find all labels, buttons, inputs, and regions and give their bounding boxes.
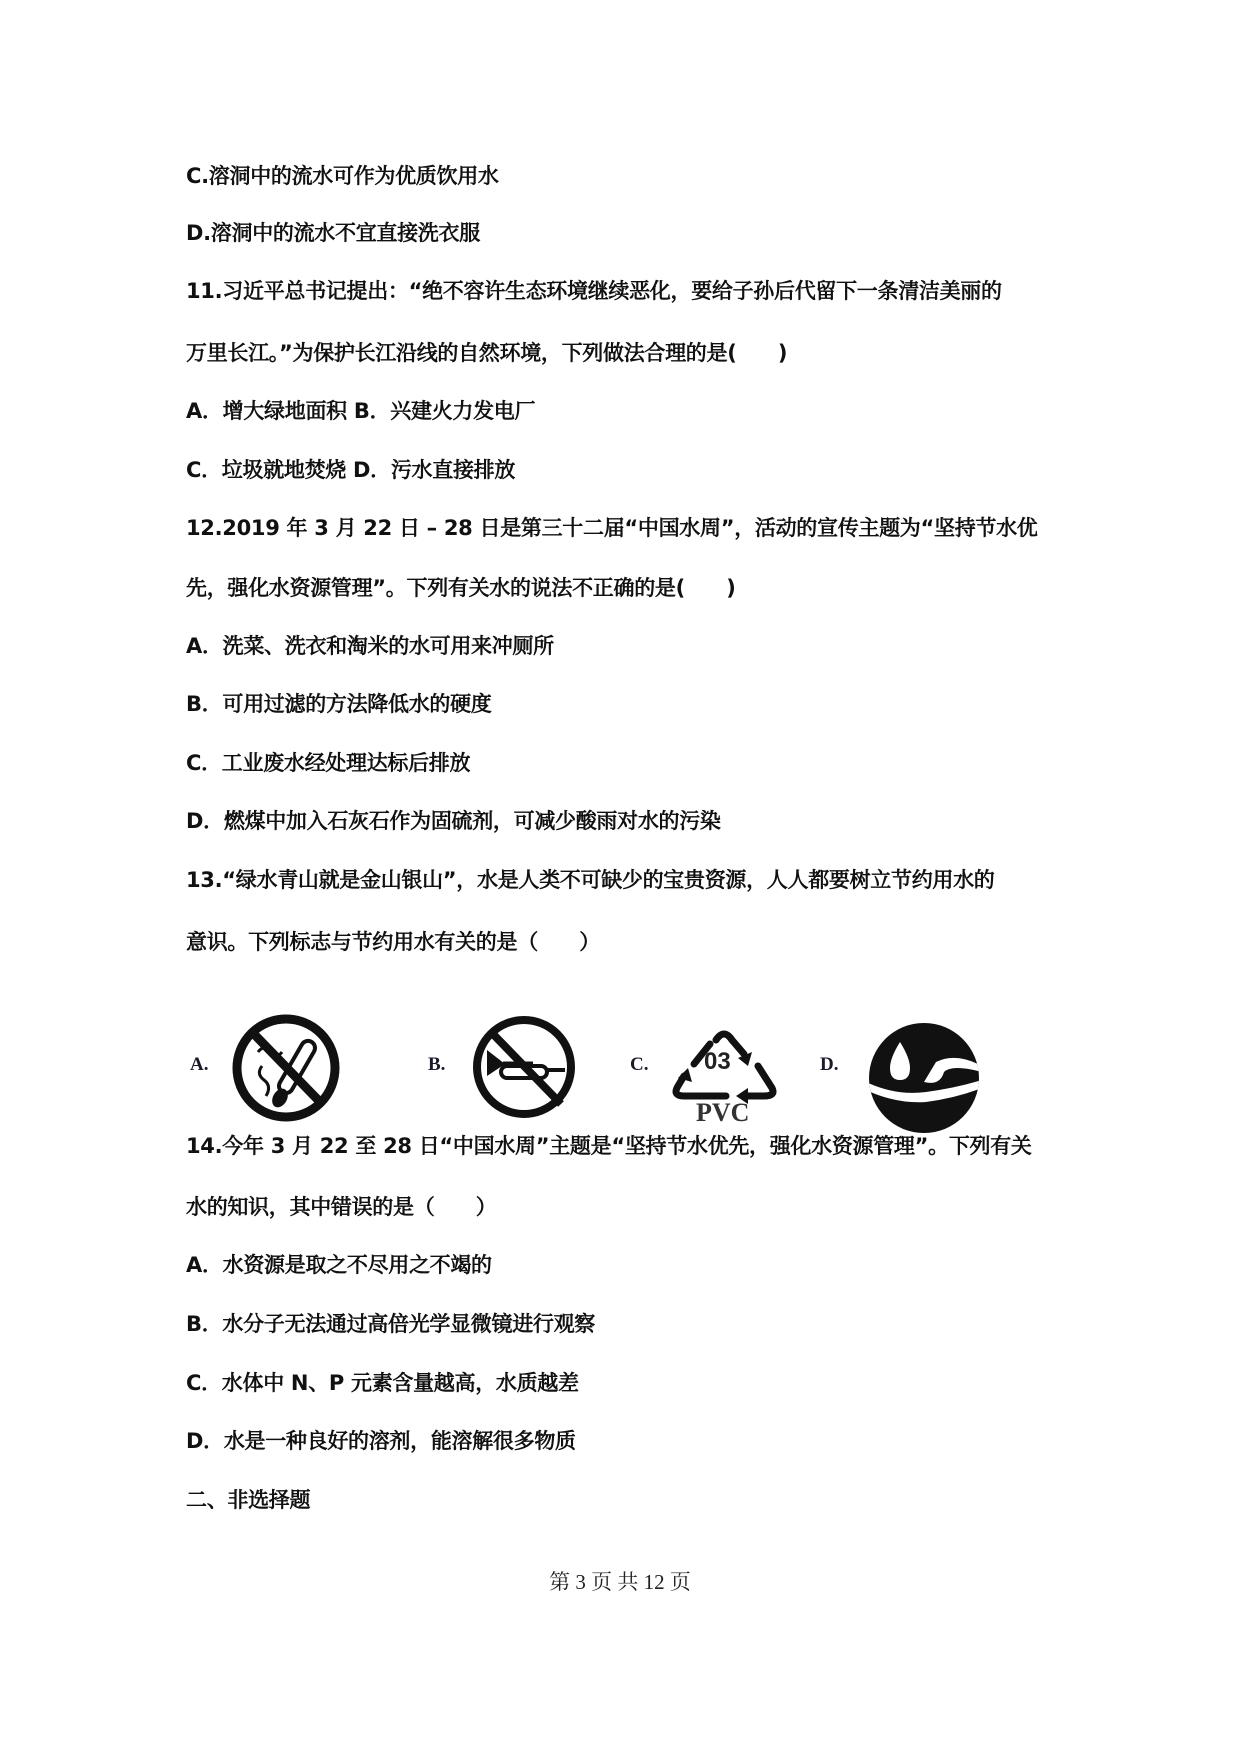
q10-option-c: C.溶洞中的流水可作为优质饮用水	[186, 164, 499, 188]
q14-option-d: D．水是一种良好的溶剂，能溶解很多物质	[186, 1429, 576, 1453]
q12-stem-line-1: 12.2019 年 3 月 22 日 – 28 日是第三十二届“中国水周”，活动的宣传主题为“坚持节水优	[186, 516, 1038, 540]
q11-options-ab: A．增大绿地面积 B．兴建火力发电厂	[186, 399, 536, 423]
recycle-material: PVC	[696, 1098, 750, 1127]
q11-options-cd: C．垃圾就地焚烧 D．污水直接排放	[186, 458, 516, 482]
symbol-label-b: B.	[428, 1054, 446, 1075]
q14-option-c: C．水体中 N、P 元素含量越高，水质越差	[186, 1371, 579, 1395]
recycle-code: 03	[704, 1048, 731, 1075]
section-heading-non-choice: 二、非选择题	[186, 1488, 311, 1512]
water-saving-icon	[866, 1022, 982, 1134]
no-horn-icon	[469, 1012, 579, 1122]
q12-option-c: C．工业废水经处理达标后排放	[186, 751, 471, 775]
q12-stem-line-2: 先，强化水资源管理”。下列有关水的说法不正确的是( )	[186, 576, 736, 600]
q13-stem-line-2: 意识。下列标志与节约用水有关的是（ ）	[186, 930, 600, 954]
page-footer: 第 3 页 共 12 页	[549, 1570, 691, 1594]
no-smoking-icon	[228, 1010, 344, 1126]
symbol-label-a: A.	[190, 1054, 209, 1075]
q14-option-b: B．水分子无法通过高倍光学显微镜进行观察	[186, 1312, 596, 1336]
q14-stem-line-2: 水的知识，其中错误的是（ ）	[186, 1195, 497, 1219]
q11-stem-line-1: 11.习近平总书记提出：“绝不容许生态环境继续恶化，要给子孙后代留下一条清洁美丽的	[186, 279, 1002, 303]
symbol-label-d: D.	[820, 1054, 839, 1075]
q14-option-a: A．水资源是取之不尽用之不竭的	[186, 1253, 492, 1277]
q12-option-d: D．燃煤中加入石灰石作为固硫剂，可减少酸雨对水的污染	[186, 809, 721, 833]
q14-stem-line-1: 14.今年 3 月 22 至 28 日“中国水周”主题是“坚持节水优先，强化水资源管理”。下列有关	[186, 1134, 1032, 1158]
symbol-label-c: C.	[630, 1054, 649, 1075]
recycle-pvc-icon	[664, 1024, 784, 1128]
q12-option-a: A．洗菜、洗衣和淘米的水可用来冲厕所	[186, 634, 554, 658]
q11-stem-line-2: 万里长江。”为保护长江沿线的自然环境，下列做法合理的是( )	[186, 341, 788, 365]
q12-option-b: B．可用过滤的方法降低水的硬度	[186, 692, 492, 716]
q10-option-d: D.溶洞中的流水不宜直接洗衣服	[186, 221, 480, 245]
q13-stem-line-1: 13.“绿水青山就是金山银山”，水是人类不可缺少的宝贵资源，人人都要树立节约用水的	[186, 868, 995, 892]
